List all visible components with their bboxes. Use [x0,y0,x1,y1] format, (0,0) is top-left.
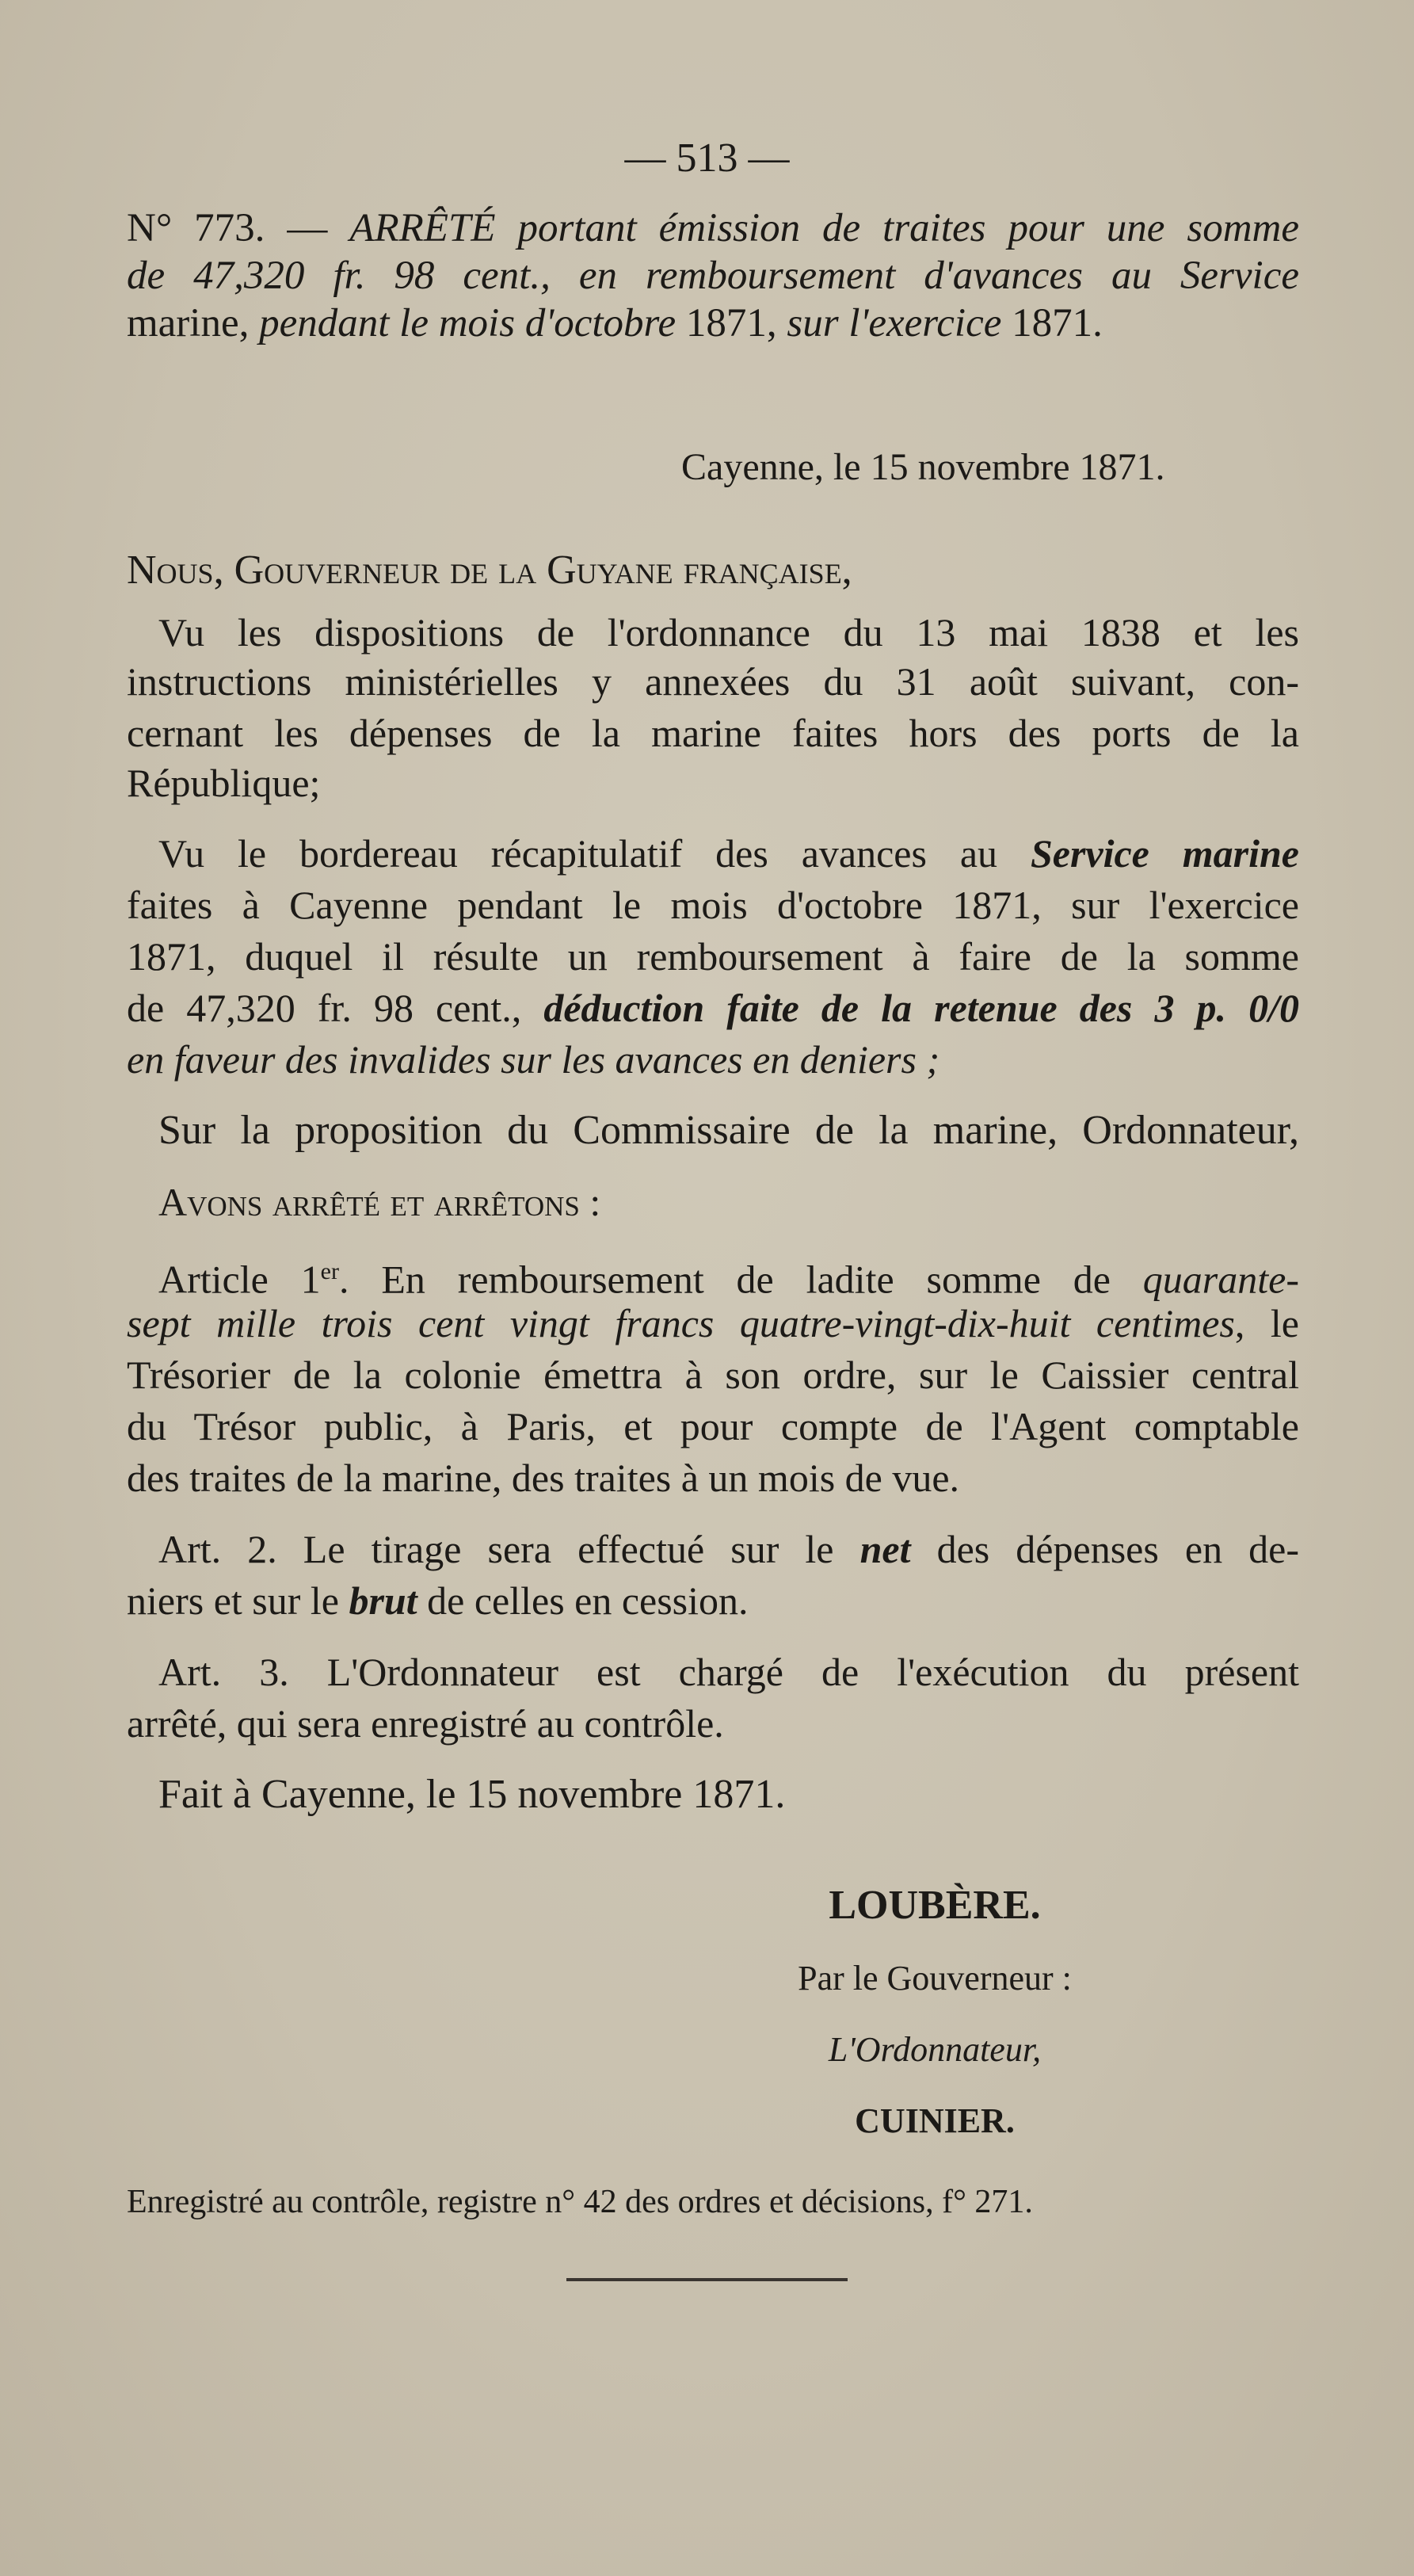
article2-line-2: niers et sur le brut de celles en cession. [127,1578,749,1623]
proposition: Sur la proposition du Commissaire de la marine, Ordonnateur, [158,1108,1299,1153]
vu2-line-4: de 47,320 fr. 98 cent., déduction faite de la retenue des 3 p. 0/0 [127,986,1299,1030]
decree-title-line-1: N° 773. — ARRÊTÉ portant émission de traites pour une somme [127,206,1299,250]
article1-line-1: Article 1er. En remboursement de ladite somme de quarante- [158,1257,1299,1302]
vu2-line-5: en faveur des invalides sur les avances en deniers ; [127,1037,940,1082]
registration-note: Enregistré au contrôle, registre n° 42 des ordres et décisions, f° 271. [127,2184,1033,2220]
article3-line-1: Art. 3. L'Ordonnateur est chargé de l'exécution du présent [158,1650,1299,1694]
vu1-line-2: instructions ministérielles y annexées du 31 août suivant, con- [127,659,1299,704]
signature-governor: LOUBÈRE. [829,1883,1041,1928]
fait-a-cayenne: Fait à Cayenne, le 15 novembre 1871. [158,1772,786,1817]
page-number: — 513 — [624,135,790,181]
avons-arrete: Avons arrêté et arrêtons : [158,1180,601,1224]
vu1-line-3: cernant les dépenses de la marine faites hors des ports de la [127,711,1299,755]
signature-role: L'Ordonnateur, [828,2030,1042,2069]
vu2-line-3: 1871, duquel il résulte un remboursement à faire de la somme [127,934,1299,979]
decree-title-line-2: de 47,320 fr. 98 cent., en remboursement d'avances au Service [127,254,1299,298]
vu1-line-1: Vu les dispositions de l'ordonnance du 13 mai 1838 et les [158,610,1299,654]
signature-par-le-gouverneur: Par le Gouverneur : [798,1959,1072,1998]
vu2-line-2: faites à Cayenne pendant le mois d'octobre 1871, sur l'exercice [127,883,1299,927]
article1-line-3: Trésorier de la colonie émettra à son ordre, sur le Caissier central [127,1353,1299,1397]
vu2-line-1: Vu le bordereau récapitulatif des avances au Service marine [158,831,1299,876]
article3-line-2: arrêté, qui sera enregistré au contrôle. [127,1701,724,1746]
article2-line-1: Art. 2. Le tirage sera effectué sur le net des dépenses en de- [158,1527,1299,1571]
decree-title-line-3: marine, pendant le mois d'octobre 1871, sur l'exercice 1871. [127,301,1103,345]
vu1-line-4: République; [127,761,321,805]
place-date: Cayenne, le 15 novembre 1871. [681,446,1165,488]
preamble-nous: Nous, Gouverneur de la Guyane française, [127,548,852,593]
article1-line-2: sept mille trois cent vingt francs quatre-vingt-dix-huit centimes, le [127,1301,1299,1345]
article1-line-5: des traites de la marine, des traites à un mois de vue. [127,1456,960,1500]
article1-line-4: du Trésor public, à Paris, et pour compte de l'Agent comptable [127,1404,1299,1448]
signature-ordonnateur: CUINIER. [855,2101,1015,2140]
closing-rule [566,2278,848,2281]
